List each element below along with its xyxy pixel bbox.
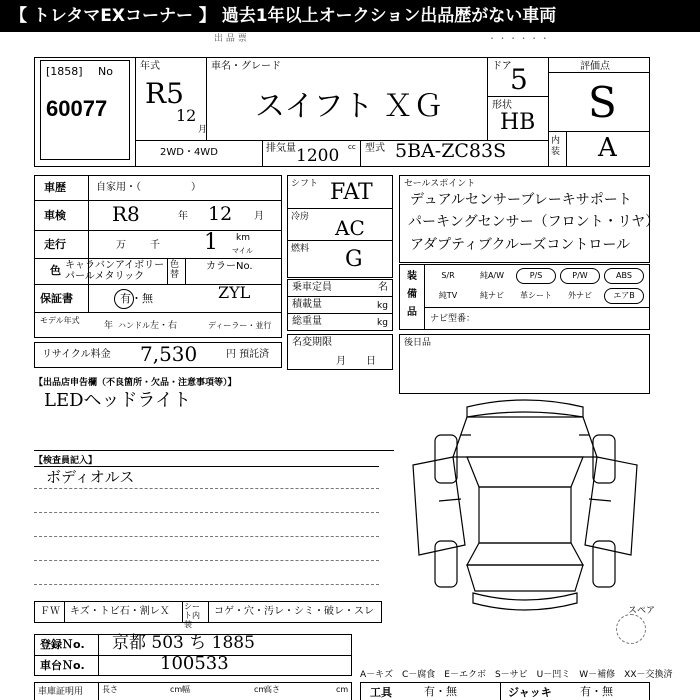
- label-interior: 内装: [551, 136, 561, 157]
- equipment-item: ABS: [604, 268, 644, 284]
- label-model: 車名・グレード: [211, 61, 281, 72]
- hw-sales-point-1: デュアルセンサーブレーキサポート: [410, 192, 632, 208]
- label-reg-no: 登録Ｎo.: [40, 638, 85, 651]
- label-cert-length: 長さ: [102, 685, 118, 694]
- label-warranty: 保証書: [40, 292, 73, 305]
- car-diagram: [405, 395, 645, 630]
- label-seat: シート内装: [184, 602, 200, 629]
- hw-recycle: 7,530: [140, 342, 198, 366]
- label-seat-legend: コゲ・穴・汚レ・シミ・破レ・スレ: [214, 606, 374, 617]
- damage-code-legend: A－キズ C－腐食 E－エクボ S－サビ U－凹ミ W－補修 XX－交換済: [360, 670, 673, 680]
- label-fw: ＦＷ: [40, 606, 60, 617]
- hw-inspection-year: R8: [112, 202, 140, 226]
- hw-car-name: スイフト ＸＧ: [255, 89, 444, 124]
- equipment-item: P/W: [560, 268, 600, 284]
- label-inspection: 車検: [44, 209, 66, 222]
- hw-year: R5: [145, 77, 184, 110]
- label-jack: ジャッキ: [508, 686, 552, 699]
- label-nen: 年: [104, 321, 114, 331]
- spare-circle: [616, 614, 646, 644]
- equipment-item: エアB: [604, 288, 644, 304]
- label-shape: 形状: [492, 100, 512, 111]
- hw-sales-point-2: パーキングセンサー（フロント・リヤ）: [408, 214, 660, 230]
- hw-displacement: 1200: [296, 146, 340, 166]
- sticker-no: No: [98, 65, 113, 78]
- label-load-kg: kg: [377, 301, 388, 311]
- label-sales-point: セールスポイント: [404, 179, 476, 189]
- label-color: 色: [50, 264, 61, 277]
- label-month-unit: 月: [198, 125, 208, 135]
- label-score: 評価点: [580, 61, 610, 72]
- label-gross: 総重量: [292, 316, 322, 327]
- label-cert-cm-1: cm: [170, 685, 183, 694]
- label-handle-opts: 左・右: [150, 321, 178, 331]
- hw-reg-no: 京都 503 ち 1885: [112, 633, 255, 653]
- label-person: 名: [378, 282, 388, 293]
- label-model-code: 型式: [365, 143, 385, 154]
- hw-chassis-no: 100533: [160, 653, 229, 674]
- equipment-item: 純TV: [438, 291, 458, 300]
- label-fuel: 燃料: [291, 244, 310, 254]
- label-color-change: 色替: [170, 260, 180, 280]
- label-seller-notes: 【出品店申告欄（不良箇所・欠品・注意事項等）】: [34, 378, 237, 388]
- hw-inspector-note: ボディオルス: [46, 468, 135, 486]
- label-model-year: モデル年式: [40, 316, 80, 325]
- hw-sales-point-3: アダプティブクルーズコントロール: [410, 237, 631, 253]
- hw-shape: HB: [500, 110, 536, 135]
- label-chassis-no: 車台Ｎo.: [40, 659, 85, 672]
- label-jack-opts: 有・無: [580, 685, 613, 698]
- label-shift: シフト: [291, 179, 319, 189]
- label-dealer: ディーラー・並行: [208, 321, 272, 330]
- label-handle: ハンドル: [118, 321, 150, 330]
- label-km: km: [236, 233, 250, 243]
- label-equipment: 装備品: [407, 271, 417, 318]
- sticker-number: 60077: [46, 96, 108, 121]
- hw-seller-note: LEDヘッドライト: [44, 390, 191, 411]
- label-regist-deadline: 名変期限: [292, 337, 332, 348]
- label-load: 積載量: [292, 299, 322, 310]
- top-right-cut-text: ・ ・ ・ ・ ・ ・: [488, 34, 549, 43]
- label-mileage: 走行: [44, 238, 66, 251]
- label-color-no: カラーNo.: [206, 261, 253, 272]
- label-tools-opts: 有・無: [424, 685, 457, 698]
- warranty-circle: [114, 289, 134, 309]
- hw-mileage: 1: [204, 230, 218, 255]
- label-navi-model: ナビ型番：: [430, 314, 476, 324]
- label-month-day: 月 日: [336, 356, 376, 367]
- label-cert-width: 幅: [182, 685, 190, 694]
- label-history: 車歴: [44, 181, 66, 194]
- after-fit-box: [399, 334, 650, 394]
- label-after-fit: 後日品: [404, 338, 432, 348]
- label-warranty-opts: 有・無: [120, 292, 153, 305]
- equipment-item: 外ナビ: [568, 291, 592, 300]
- label-fw-legend: キズ・トビ石・割レＸ: [70, 606, 170, 617]
- label-man: 万: [116, 240, 126, 251]
- equipment-item: 革シート: [520, 291, 552, 300]
- hw-doors: 5: [510, 63, 528, 96]
- label-doors: ドア: [492, 61, 512, 72]
- label-recycle: リサイクル料金: [42, 349, 111, 360]
- equipment-item: S/R: [441, 271, 455, 280]
- equipment-item: 純A/W: [479, 271, 505, 280]
- hw-inspection-month: 12: [208, 203, 233, 225]
- hw-score: S: [588, 78, 617, 127]
- label-year: 年式: [140, 61, 160, 72]
- label-cert: 車庫証明用: [38, 687, 84, 697]
- hw-interior: A: [598, 133, 617, 163]
- label-inspector-notes: 【検査員記入】: [34, 456, 98, 466]
- label-mile: マイル: [232, 247, 253, 255]
- label-insp-month-unit: 月: [254, 211, 264, 222]
- label-drive: 2WD・4WD: [160, 147, 218, 158]
- top-cut-text: 出 品 票: [214, 34, 247, 44]
- label-sen: 千: [150, 240, 160, 251]
- banner: 【 トレタマEXコーナー 】 過去1年以上オークション出品歴がない車両: [0, 0, 700, 32]
- label-capacity: 乗車定員: [292, 282, 332, 293]
- hw-color: キャラバンアイボリー パールメタリック: [65, 260, 165, 282]
- equipment-item: P/S: [516, 268, 556, 284]
- label-history-opts: 自家用・（ ）: [96, 182, 201, 193]
- hw-model-code: 5BA-ZC83S: [395, 140, 507, 162]
- label-cc: cc: [348, 143, 356, 151]
- equipment-item: 純ナビ: [480, 291, 504, 300]
- label-insp-year-unit: 年: [178, 211, 188, 222]
- label-ac: 冷房: [291, 212, 310, 222]
- label-displacement: 排気量: [266, 143, 296, 154]
- label-spare: スペア: [628, 606, 656, 616]
- sticker-code: [1858]: [46, 65, 83, 78]
- label-tools: 工具: [370, 686, 392, 699]
- label-cert-cm-2: cm: [254, 685, 267, 694]
- label-gross-kg: kg: [377, 318, 388, 328]
- hw-shift: FAT: [330, 180, 373, 205]
- label-yen-deposit: 円 預託済: [226, 349, 270, 360]
- hw-month: 12: [176, 106, 197, 125]
- label-cert-cm-3: cm: [336, 685, 349, 694]
- hw-fuel: G: [345, 247, 363, 272]
- hw-color-no: ZYL: [218, 283, 251, 302]
- hw-ac: AC: [335, 216, 365, 240]
- label-cert-height: 高さ: [264, 685, 280, 694]
